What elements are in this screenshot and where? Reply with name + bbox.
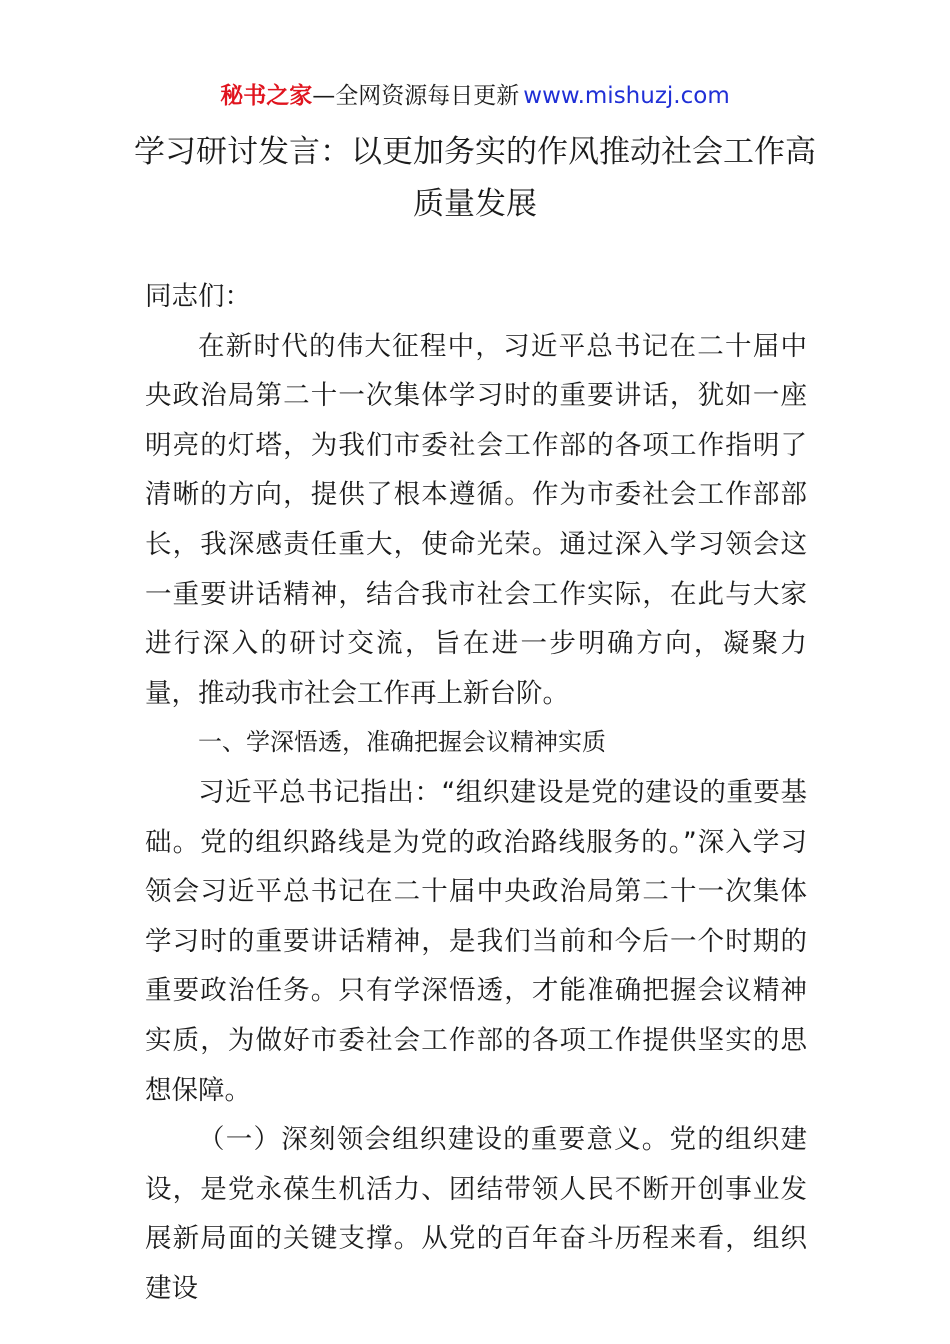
document-title: 学习研讨发言：以更加务实的作风推动社会工作高质量发展 (134, 134, 816, 222)
site-url-link[interactable]: www.mishuzj.com (523, 83, 730, 109)
site-brand: 秘书之家 (220, 83, 313, 109)
site-tagline: —全网资源每日更新 (312, 83, 520, 109)
site-header (0, 80, 950, 112)
section-heading-1: 一、学深悟透，准确把握会议精神实质 (198, 728, 606, 757)
document-body (145, 272, 807, 1313)
salutation: 同志们： (145, 281, 251, 312)
section-1-paragraph: 习近平总书记指出：“组织建设是党的建设的重要基础。党的组织路线是为党的政治路线服务的。”深入学习领会习近平总书记在二十届中央政治局第二十一次集体学习时的重要讲话精神，是我们当前和今后一个时期的重要政治任务。只有学深悟透，才能准确把握会议精神实质，为做好市委社会工作部的各项工作提供坚实的思想保障。 (145, 776, 807, 1106)
intro-paragraph: 在新时代的伟大征程中，习近平总书记在二十届中央政治局第二十一次集体学习时的重要讲话，犹如一座明亮的灯塔，为我们市委社会工作部的各项工作指明了清晰的方向，提供了根本遵循。作为市委社会工作部部长，我深感责任重大，使命光荣。通过深入学习领会这一重要讲话精神，结合我市社会工作实际，在此与大家进行深入的研讨交流，旨在进一步明确方向，凝聚力量，推动我市社会工作再上新台阶。 (145, 330, 807, 709)
subsection-1-paragraph: （一）深刻领会组织建设的重要意义。党的组织建设，是党永葆生机活力、团结带领人民不断开创事业发展新局面的关键支撑。从党的百年奋斗历程来看，组织建设 (145, 1124, 807, 1304)
